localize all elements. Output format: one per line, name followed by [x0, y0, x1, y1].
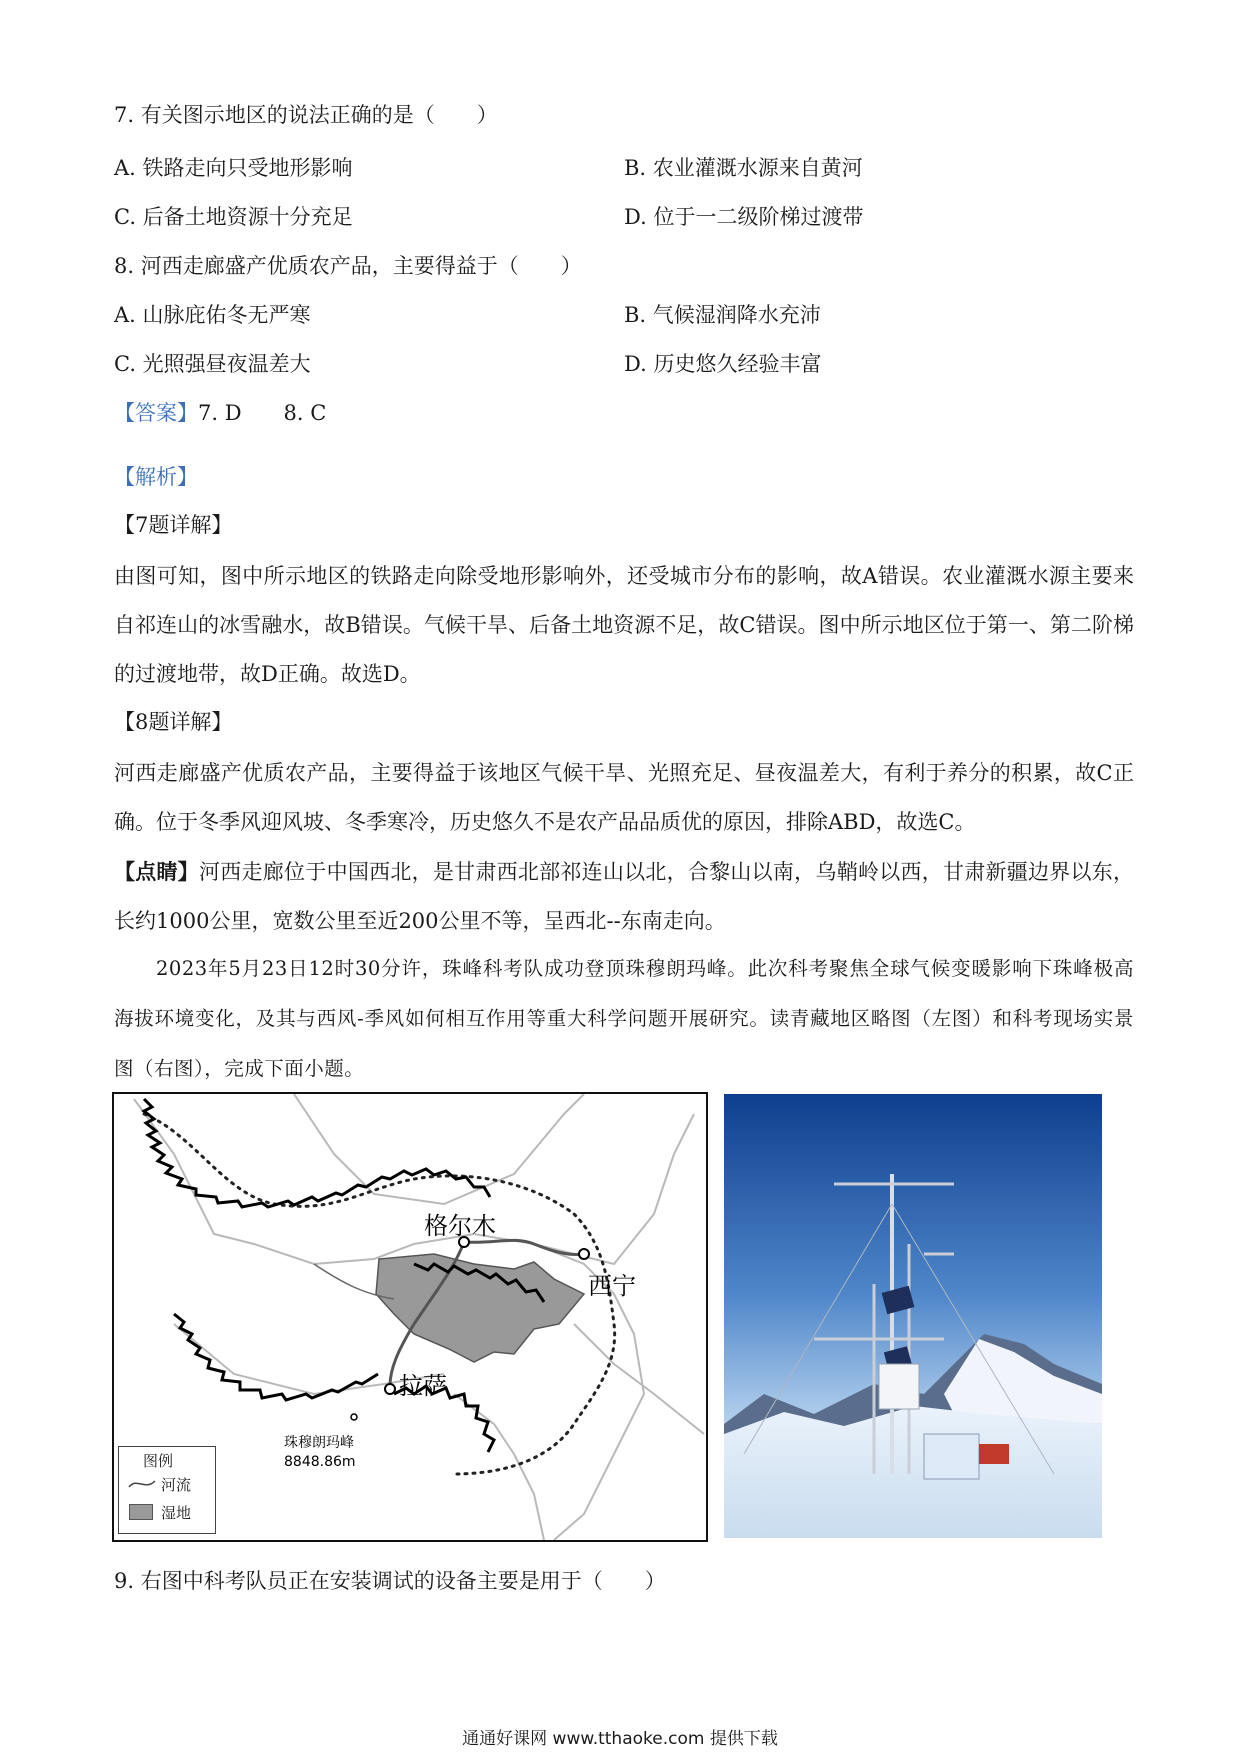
qinghai-tibet-map [112, 1092, 708, 1542]
answer-line [114, 399, 326, 427]
q7-stem: 7. 有关图示地区的说法正确的是（ ） [114, 103, 498, 127]
q7-option-a: A. 铁路走向只受地形影响 [114, 156, 353, 180]
everest-height-label: 8848.86m [284, 1454, 356, 1470]
detail7-body: 由图可知，图中所示地区的铁路走向除受地形影响外，还受城市分布的影响，故A错误。农业灌溉水源主要来自祁连山的冰雪融水，故B错误。气候干旱、后备土地资源不足，故C错误。图中所示地区位于第一、第二阶梯的过渡地带，故D正确。故选D。 [114, 564, 1134, 686]
q8-option-a: A. 山脉庇佑冬无严寒 [114, 303, 311, 327]
answer-tag: 【答案】 [114, 401, 198, 425]
lhasa-marker [385, 1384, 395, 1394]
wetland-area [376, 1254, 584, 1362]
legend-title: 图例 [143, 1452, 174, 1470]
golmud-label: 格尔木 [424, 1212, 496, 1240]
q8-option-b: B. 气候湿润降水充沛 [624, 303, 821, 327]
detail8-title: 【8题详解】 [114, 710, 233, 734]
detail7-title: 【7题详解】 [114, 513, 233, 537]
photo-graphic [724, 1094, 1102, 1538]
page-footer: 通通好课网 www.tthaoke.com 提供下载 [462, 1729, 778, 1749]
q7-option-b: B. 农业灌溉水源来自黄河 [624, 156, 863, 180]
q7-option-c: C. 后备土地资源十分充足 [114, 205, 353, 229]
everest-name-label: 珠穆朗玛峰 [284, 1435, 354, 1451]
q8-option-d: D. 历史悠久经验丰富 [624, 352, 822, 376]
lhasa-label: 拉萨 [399, 1372, 447, 1400]
map-legend [118, 1446, 216, 1534]
railway-golmud-xining [464, 1240, 584, 1254]
legend-wetland-label: 湿地 [161, 1504, 192, 1522]
q8-stem: 8. 河西走廊盛产优质农产品，主要得益于（ ） [114, 254, 582, 278]
dianjing-paragraph [114, 847, 1134, 946]
legend-river-label: 河流 [161, 1476, 192, 1494]
everest-marker [351, 1414, 357, 1420]
intro-paragraph: 2023年5月23日12时30分许，珠峰科考队成功登顶珠穆朗玛峰。此次科考聚焦全球气候变暖影响下珠峰极高海拔环境变化，及其与西风-季风如何相互作用等重大科学问题开展研究。读青藏地区略图（左图）和科考现场实景图（右图），完成下面小题。 [114, 957, 1134, 1080]
legend-wetland-swatch [129, 1504, 153, 1520]
xining-marker [579, 1249, 589, 1259]
dianjing-body: 河西走廊位于中国西北，是甘肃西北部祁连山以北，合黎山以南，乌鞘岭以西，甘肃新疆边界以东，长约1000公里，宽数公里至近200公里不等，呈西北--东南走向。 [114, 860, 1135, 933]
q9-stem: 9. 右图中科考队员正在安装调试的设备主要是用于（ ） [114, 1569, 666, 1593]
detail8-body: 河西走廊盛产优质农产品，主要得益于该地区气候干旱、光照充足、昼夜温差大，有利于养分的积累，故C正确。位于冬季风迎风坡、冬季寒冷，历史悠久不是农产品品质优的原因，排除ABD，故选C。 [114, 761, 1134, 834]
legend-river-icon [127, 1477, 157, 1491]
field-station-photo [724, 1094, 1102, 1538]
answer-text: 7. D 8. C [198, 401, 327, 425]
analysis-tag: 【解析】 [114, 465, 198, 489]
xining-label: 西宁 [588, 1272, 636, 1300]
q8-option-c: C. 光照强昼夜温差大 [114, 352, 311, 376]
mountain-ranges [144, 1099, 544, 1452]
dianjing-tag: 【点睛】 [114, 859, 200, 884]
q7-option-d: D. 位于一二级阶梯过渡带 [624, 205, 864, 229]
